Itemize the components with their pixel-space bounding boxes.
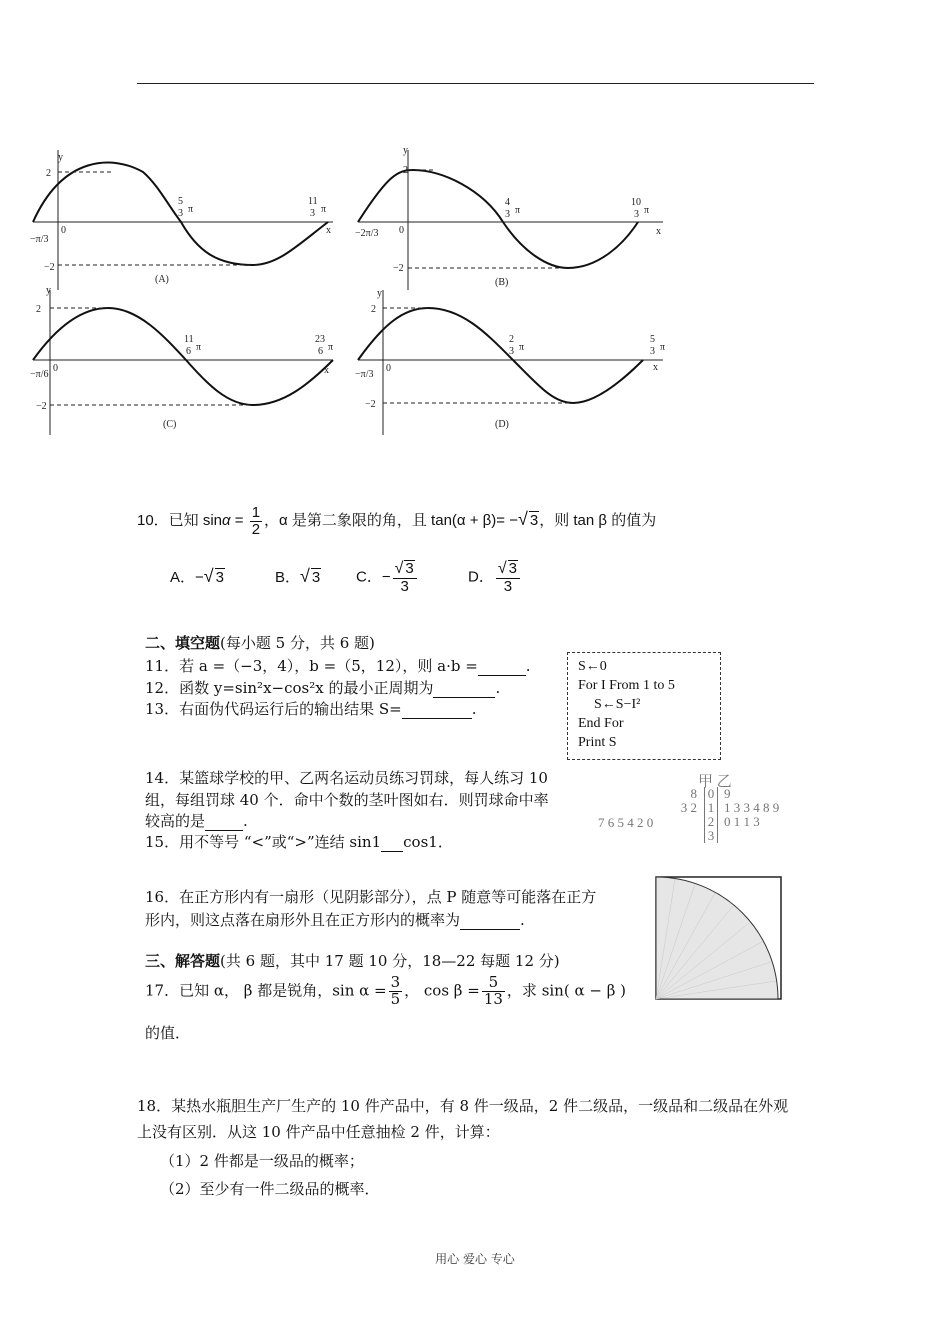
header-rule	[137, 83, 814, 84]
graph-b-xleft: −2π/3	[355, 228, 379, 239]
graph-a-xright-den: 3	[310, 208, 315, 219]
page-footer: 用心 爱心 专心	[435, 1252, 515, 1266]
sine-graphs-figure	[28, 140, 678, 440]
graph-a	[30, 150, 333, 290]
graph-b-xright-num: 10	[631, 197, 641, 208]
q10-alpha: α	[222, 512, 231, 530]
question-13: 13．右面伪代码运行后的输出结果 S= .	[145, 700, 477, 718]
graph-b-pi-right: π	[644, 205, 650, 216]
question-14-line-3: 较高的是 .	[145, 812, 248, 830]
graph-b-xmid-num: 4	[505, 197, 510, 208]
q10-option-b[interactable]: B．√ 3	[275, 566, 321, 586]
stem-leaf-header: 甲 乙	[698, 774, 732, 790]
question-18-part-1: （1）2 件都是一级品的概率；	[160, 1152, 364, 1170]
graph-c	[30, 285, 333, 435]
graph-d-xright-num: 5	[650, 334, 655, 345]
graph-b	[355, 145, 663, 290]
graph-a-xmid-den: 3	[178, 208, 183, 219]
stem-leaf-stems: 0 1 2 3	[704, 787, 718, 843]
stem-leaf-left-row: 7 6 5 4 2 0	[598, 815, 654, 830]
q10-mid: ，α 是第二象限的角，且 tan(α + β)= −	[264, 512, 518, 530]
graph-a-ymin: −2	[44, 262, 55, 273]
q10-sqrt3: 3	[529, 512, 539, 530]
graph-b-x-label: x	[656, 226, 661, 237]
pseudocode-box	[567, 652, 721, 760]
graph-c-xleft: −π/6	[30, 369, 49, 380]
graph-c-ymin: −2	[36, 401, 47, 412]
section-2-heading: 二、填空题(每小题 5 分，共 6 题)	[145, 634, 375, 652]
graph-d	[355, 288, 665, 435]
graph-b-caption: (B)	[495, 277, 509, 288]
question-10: 10．已知 sinα = $\frac{1}{2}$ ，α 是第二象限的角，且 tan(α + β)= −√ 3，则 tan β 的值为	[137, 504, 657, 538]
graph-d-xmid-den: 3	[509, 346, 514, 357]
question-14-line-2: 组，每组罚球 40 个．命中个数的茎叶图如右．则罚球命中率	[145, 791, 549, 809]
graph-d-caption: (D)	[495, 419, 509, 430]
graph-b-ymax: 2	[403, 165, 408, 176]
graph-c-pi-right: π	[328, 342, 334, 353]
q10-option-d[interactable]: D． $\frac{√ 3}{3}$	[468, 560, 522, 595]
question-17: 17．已知 α， β 都是锐角，sin α = $\frac{3}{5}$ ， cos β = $\frac{5}{13}$ ，求 sin( α − β )	[145, 973, 626, 1008]
graph-c-caption: (C)	[163, 419, 177, 430]
q10-option-c[interactable]: C．− $\frac{√ 3}{3}$	[356, 560, 419, 595]
question-18-line-2: 上没有区别．从这 10 件产品中任意抽检 2 件，计算：	[137, 1123, 500, 1141]
question-16-line-2: 形内，则这点落在扇形外且在正方形内的概率为 .	[145, 911, 525, 929]
question-14-line-1: 14．某篮球学校的甲、乙两名运动员练习罚球，每人练习 10	[145, 769, 548, 787]
graph-a-pi-mid: π	[188, 204, 194, 215]
graph-d-xright-den: 3	[650, 346, 655, 357]
graph-c-ymax: 2	[36, 304, 41, 315]
graph-b-zero: 0	[399, 225, 404, 236]
graph-c-xright-den: 6	[318, 346, 323, 357]
graph-d-ymax: 2	[371, 304, 376, 315]
question-18-line-1: 18．某热水瓶胆生产厂生产的 10 件产品中，有 8 件一级品，2 件二级品，一级品和二级品在外观	[137, 1097, 789, 1115]
q10-tail: ，则 tan β 的值为	[539, 512, 657, 530]
graph-a-pi-right: π	[321, 204, 327, 215]
graph-a-caption: (A)	[155, 274, 169, 285]
code-line-1: S←0	[578, 659, 607, 674]
graph-c-zero: 0	[53, 363, 58, 374]
graph-c-xright-num: 23	[315, 334, 325, 345]
q10-option-a[interactable]: A．−√ 3	[170, 566, 224, 586]
graph-a-ymax: 2	[46, 168, 51, 179]
stem-leaf-plot	[598, 770, 813, 848]
graph-d-xleft: −π/3	[355, 369, 374, 380]
graph-a-zero: 0	[61, 225, 66, 236]
graph-a-xright-num: 11	[308, 196, 318, 207]
code-line-5: Print S	[578, 735, 617, 750]
stem-leaf-left-col: 8 3 2	[680, 786, 697, 815]
graph-d-zero: 0	[386, 363, 391, 374]
graph-c-xmid-num: 11	[184, 334, 194, 345]
graph-c-pi-mid: π	[196, 342, 202, 353]
section-3-heading: 三、解答题(共 6 题，其中 17 题 10 分，18—22 每题 12 分)	[145, 952, 560, 970]
q10-fraction: $\frac{1}{2}$	[251, 504, 261, 538]
question-11: 11．若 a =（−3，4），b =（5，12），则 a·b = .	[145, 657, 531, 675]
graph-b-xmid-den: 3	[505, 209, 510, 220]
code-line-4: End For	[578, 716, 624, 731]
graph-d-ymin: −2	[365, 399, 376, 410]
q10-eq: =	[230, 512, 248, 530]
graph-a-xmid-num: 5	[178, 196, 183, 207]
graph-a-x-label: x	[326, 225, 331, 236]
graph-d-xmid-num: 2	[509, 334, 514, 345]
graph-c-x-label: x	[324, 365, 329, 376]
graph-c-y-label: y	[46, 285, 51, 296]
square-sector-figure	[655, 876, 782, 1000]
graph-a-y-label: y	[58, 152, 63, 163]
question-12: 12．函数 y=sin²x−cos²x 的最小正周期为 .	[145, 679, 501, 697]
question-15: 15．用不等号 “<”或“>”连结 sin1 cos1．	[145, 833, 453, 851]
graph-d-pi-mid: π	[519, 342, 525, 353]
question-18-part-2: （2）至少有一件二级品的概率．	[160, 1180, 380, 1198]
question-17-tail: 的值．	[145, 1024, 191, 1042]
q10-prefix: 10．已知 sin	[137, 512, 223, 530]
graph-d-y-label: y	[377, 288, 382, 299]
graph-b-y-label: y	[403, 145, 408, 156]
graph-c-xmid-den: 6	[186, 346, 191, 357]
code-line-3: S←S−I²	[594, 697, 641, 712]
graph-b-pi-mid: π	[515, 205, 521, 216]
graph-b-ymin: −2	[393, 263, 404, 274]
question-16-line-1: 16．在正方形内有一扇形（见阴影部分），点 P 随意等可能落在正方	[145, 888, 597, 906]
graph-b-xright-den: 3	[634, 209, 639, 220]
graph-d-pi-right: π	[660, 342, 666, 353]
graph-a-xleft: −π/3	[30, 234, 49, 245]
code-line-2: For I From 1 to 5	[578, 678, 675, 693]
graph-d-x-label: x	[653, 362, 658, 373]
stem-leaf-right-col: 9 1 3 3 4 8 9 0 1 1 3	[724, 786, 780, 829]
